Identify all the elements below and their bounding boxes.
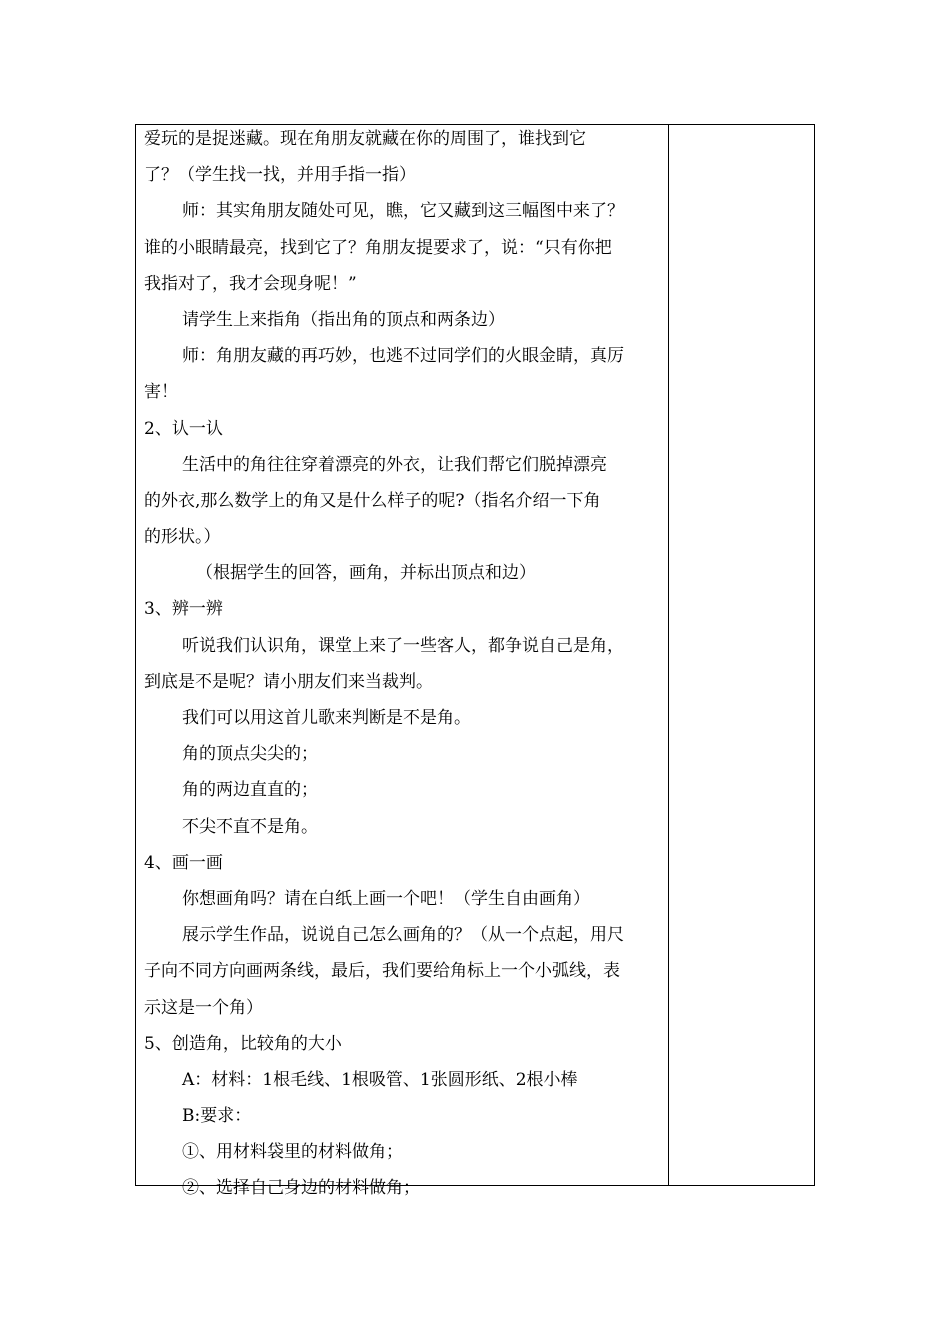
text-line: 谁的小眼睛最亮，找到它了？角朋友提要求了，说：“只有你把 xyxy=(144,237,612,258)
text-line: 2、认一认 xyxy=(144,418,223,439)
text-line: （根据学生的回答，画角，并标出顶点和边） xyxy=(196,563,536,584)
text-line: 展示学生作品，说说自己怎么画角的？（从一个点起，用尺 xyxy=(182,925,624,946)
text-line: 到底是不是呢？请小朋友们来当裁判。 xyxy=(144,671,433,692)
text-line: 的外衣,那么数学上的角又是什么样子的呢?（指名介绍一下角 xyxy=(144,490,601,511)
text-line: 听说我们认识角，课堂上来了一些客人，都争说自己是角， xyxy=(182,635,624,656)
text-line: 爱玩的是捉迷藏。现在角朋友就藏在你的周围了，谁找到它 xyxy=(144,129,586,149)
text-line: ②、选择自己身边的材料做角； xyxy=(182,1178,420,1199)
text-line: ①、用材料袋里的材料做角； xyxy=(182,1142,403,1163)
text-line: 角的两边直直的； xyxy=(182,780,318,801)
text-line: 示这是一个角） xyxy=(144,997,263,1018)
lesson-table xyxy=(135,124,815,1199)
text-line: 不尖不直不是角。 xyxy=(182,816,318,837)
text-line: 子向不同方向画两条线，最后，我们要给角标上一个小弧线，表 xyxy=(144,961,620,982)
text-line: 5、创造角，比较角的大小 xyxy=(144,1033,342,1054)
text-line: 害！ xyxy=(144,382,178,403)
text-line: 了？（学生找一找，并用手指一指） xyxy=(144,165,416,186)
text-line: 4、画一画 xyxy=(144,852,223,873)
text-line: 我指对了，我才会现身呢！” xyxy=(144,273,357,294)
text-line: 的形状。） xyxy=(144,527,221,548)
text-line: 请学生上来指角（指出角的顶点和两条边） xyxy=(182,309,505,330)
text-line: 角的顶点尖尖的； xyxy=(182,744,318,765)
text-line: 3、辨一辨 xyxy=(144,599,223,620)
notes-cell xyxy=(669,125,814,1185)
text-line: 师：角朋友藏的再巧妙，也逃不过同学们的火眼金睛，真厉 xyxy=(182,346,624,367)
text-line: 你想画角吗？请在白纸上画一个吧！（学生自由画角） xyxy=(182,888,590,909)
text-line: A：材料：1根毛线、1根吸管、1张圆形纸、2根小棒 xyxy=(182,1069,578,1090)
text-line: 生活中的角往往穿着漂亮的外衣，让我们帮它们脱掉漂亮 xyxy=(182,454,607,475)
lesson-content-cell xyxy=(136,125,668,1199)
text-line: B:要求： xyxy=(182,1106,252,1127)
text-line: 我们可以用这首儿歌来判断是不是角。 xyxy=(182,708,471,728)
text-line: 师：其实角朋友随处可见，瞧，它又藏到这三幅图中来了？ xyxy=(182,201,624,222)
